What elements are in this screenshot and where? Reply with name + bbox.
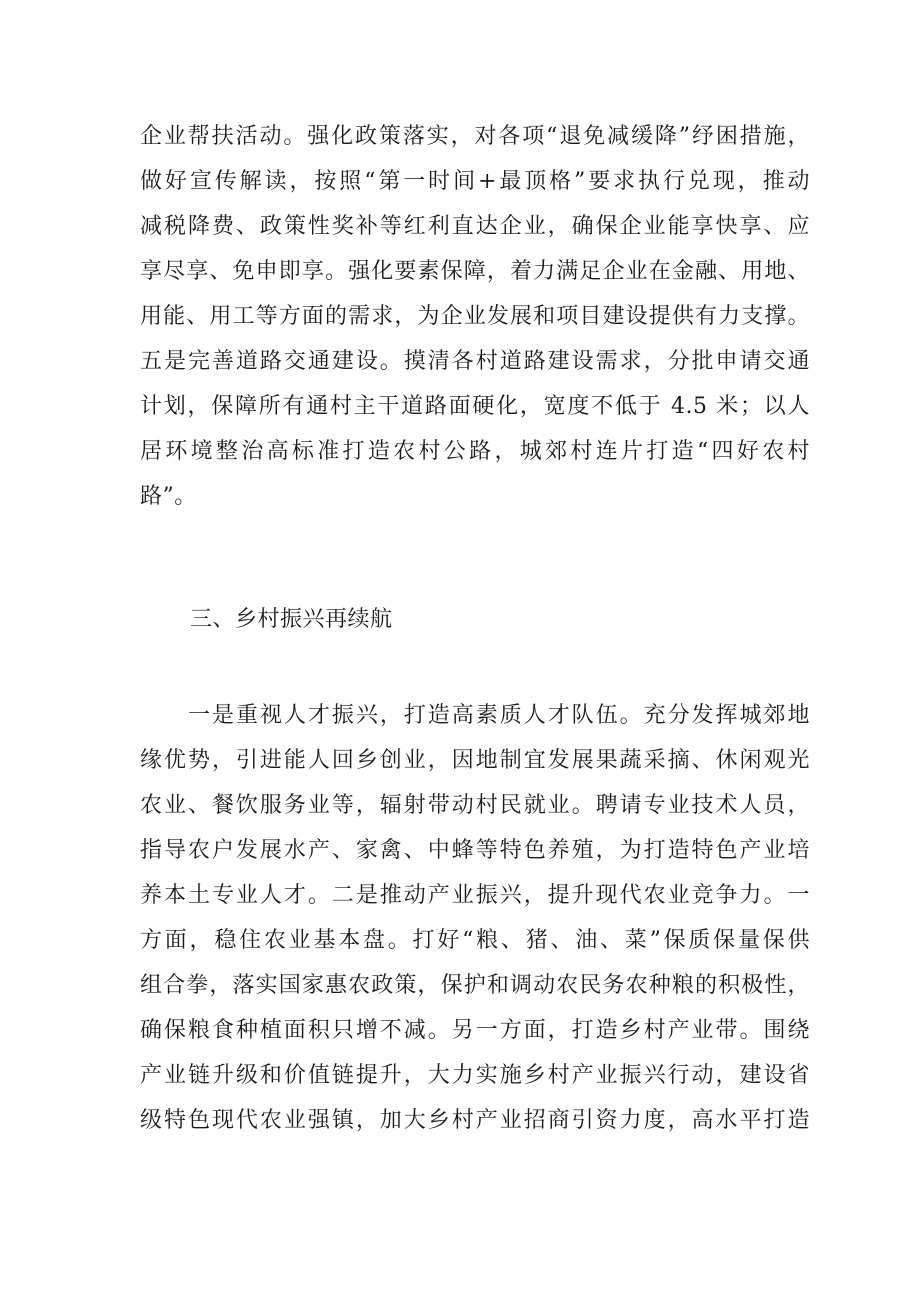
text-line: 用能、用工等方面的需求，为企业发展和项目建设提供有力支撑。	[140, 304, 810, 329]
text-line: 确保粮食种植面积只增不减。另一方面，打造乡村产业带。围绕	[140, 1018, 810, 1043]
text-line: 指导农户发展水产、家禽、中蜂等特色养殖，为打造特色产业培	[140, 838, 810, 863]
text-line: 企业帮扶活动。强化政策落实，对各项“退免减缓降”纾困措施，	[140, 124, 810, 149]
text-line: 级特色现代农业强镇，加大乡村产业招商引资力度，高水平打造	[140, 1108, 810, 1133]
text-line: 一是重视人才振兴，打造高素质人才队伍。充分发挥城郊地	[188, 703, 810, 728]
text-line: 方面，稳住农业基本盘。打好“粮、猪、油、菜”保质保量保供	[140, 928, 810, 953]
text-line: 减税降费、政策性奖补等红利直达企业，确保企业能享快享、应	[140, 214, 810, 239]
text-line: 组合拳，落实国家惠农政策，保护和调动农民务农种粮的积极性，	[140, 973, 810, 998]
text-line: 养本土专业人才。二是推动产业振兴，提升现代农业竞争力。一	[140, 883, 810, 908]
text-line: 缘优势，引进能人回乡创业，因地制宜发展果蔬采摘、休闲观光	[140, 748, 810, 773]
text-line: 享尽享、免申即享。强化要素保障，着力满足企业在金融、用地、	[140, 259, 810, 284]
section-heading: 三、乡村振兴再续航	[190, 607, 393, 632]
paragraph-rural-revitalization	[140, 693, 810, 1143]
paragraph-enterprise-and-roads	[140, 114, 810, 519]
text-line: 居环境整治高标准打造农村公路，城郊村连片打造“四好农村	[140, 439, 810, 464]
text-line: 路”。	[140, 484, 197, 509]
text-line: 产业链升级和价值链提升，大力实施乡村产业振兴行动，建设省	[140, 1063, 810, 1088]
text-line: 做好宣传解读，按照“第一时间+最顶格”要求执行兑现，推动	[140, 169, 810, 194]
text-line: 农业、餐饮服务业等，辐射带动村民就业。聘请专业技术人员，	[140, 793, 810, 818]
text-line: 计划，保障所有通村主干道路面硬化，宽度不低于 4.5 米；以人	[140, 394, 810, 419]
text-line: 五是完善道路交通建设。摸清各村道路建设需求，分批申请交通	[140, 349, 810, 374]
